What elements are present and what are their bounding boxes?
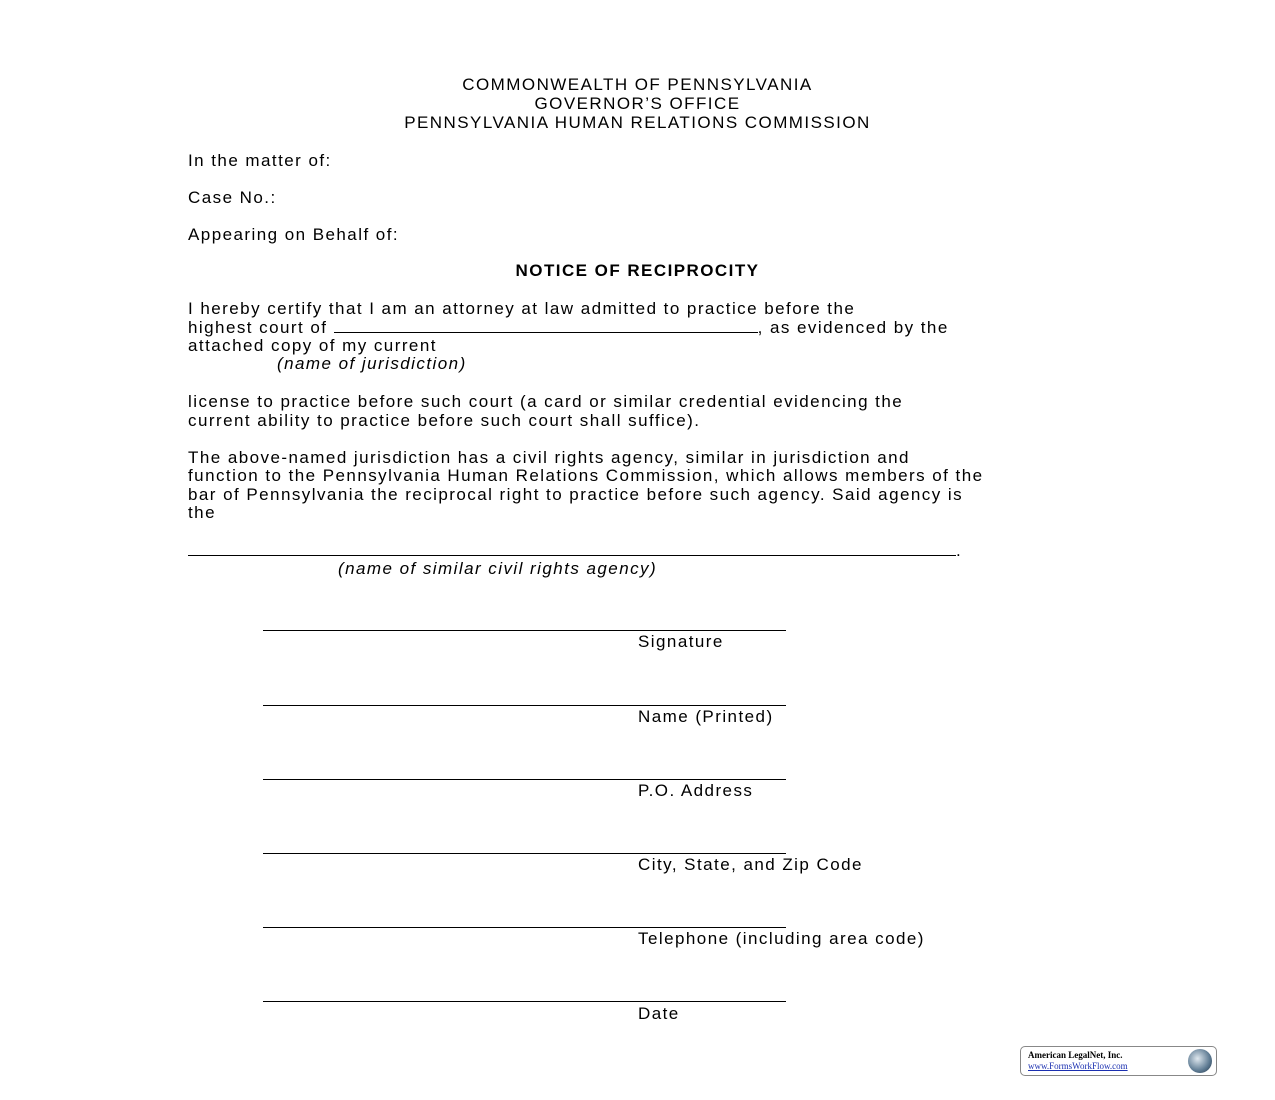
name-label: Name (Printed)	[638, 707, 774, 726]
p3-line-1: The above-named jurisdiction has a civil rights agency, similar in jurisdiction and	[188, 448, 910, 467]
city-line[interactable]	[263, 853, 786, 854]
header-line-2: GOVERNOR’S OFFICE	[534, 94, 741, 113]
logo-link[interactable]: www.FormsWorkFlow.com	[1028, 1061, 1128, 1071]
jurisdiction-hint: (name of jurisdiction)	[277, 354, 467, 373]
document-title: NOTICE OF RECIPROCITY	[515, 261, 760, 280]
header-line-3: PENNSYLVANIA HUMAN RELATIONS COMMISSION	[404, 113, 871, 132]
jurisdiction-blank[interactable]	[334, 318, 758, 333]
header-line-1: COMMONWEALTH OF PENNSYLVANIA	[462, 75, 813, 94]
signature-label: Signature	[638, 632, 724, 651]
agency-hint: (name of similar civil rights agency)	[338, 559, 658, 578]
matter-label: In the matter of:	[188, 151, 332, 170]
address-line[interactable]	[263, 779, 786, 780]
agency-blank[interactable]	[188, 541, 956, 556]
signature-line[interactable]	[263, 630, 786, 631]
p2-line-2: current ability to practice before such court shall suffice).	[188, 411, 701, 430]
p1-line-1: I hereby certify that I am an attorney at law admitted to practice before the	[188, 299, 856, 318]
p1-line-2	[188, 318, 949, 337]
date-label: Date	[638, 1004, 680, 1023]
globe-icon	[1188, 1049, 1212, 1073]
p3-line-3: bar of Pennsylvania the reciprocal right to practice before such agency. Said agency is	[188, 485, 964, 504]
case-no-label: Case No.:	[188, 188, 277, 207]
date-line[interactable]	[263, 1001, 786, 1002]
legalnet-logo	[1020, 1046, 1217, 1076]
agency-line	[188, 541, 962, 560]
name-line[interactable]	[263, 705, 786, 706]
logo-name: American LegalNet, Inc.	[1028, 1050, 1123, 1060]
behalf-label: Appearing on Behalf of:	[188, 225, 400, 244]
p2-line-1: license to practice before such court (a card or similar credential evidencing the	[188, 392, 904, 411]
city-label: City, State, and Zip Code	[638, 855, 863, 874]
p3-line-2: function to the Pennsylvania Human Relations Commission, which allows members of the	[188, 466, 984, 485]
agency-end: .	[956, 541, 963, 560]
p1-line-3: attached copy of my current	[188, 336, 437, 355]
telephone-label: Telephone (including area code)	[638, 929, 925, 948]
address-label: P.O. Address	[638, 781, 754, 800]
p1-line-2b: , as evidenced by the	[757, 318, 949, 337]
p1-line-2a: highest court of	[188, 318, 328, 337]
p3-line-4: the	[188, 503, 216, 522]
telephone-line[interactable]	[263, 927, 786, 928]
